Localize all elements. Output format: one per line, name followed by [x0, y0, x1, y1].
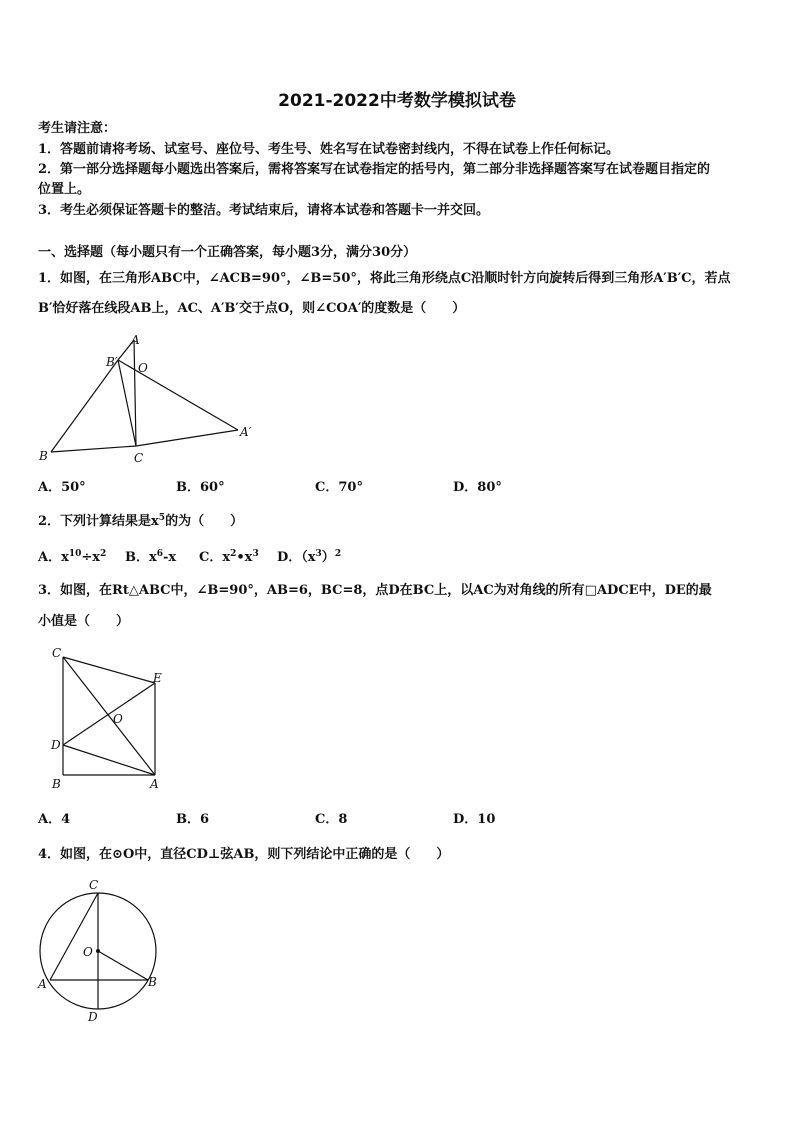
- q2-stem-text-end: 的为（ ）: [165, 514, 244, 529]
- q2-d-exp1: 3: [315, 549, 322, 559]
- q1-label-a-prime: A′: [240, 425, 252, 439]
- q2-c-exp1: 2: [230, 549, 237, 559]
- q2-d-mid: ）: [321, 550, 335, 565]
- q3-option-d[interactable]: D．10: [453, 812, 496, 827]
- q2-c-mid: •x: [236, 550, 253, 565]
- q3-stem-line2: 小值是（ ）: [38, 614, 130, 629]
- q3-option-b[interactable]: B．6: [176, 812, 210, 827]
- q1-option-a[interactable]: A．50°: [38, 480, 86, 495]
- q2-c-exp2: 3: [252, 549, 259, 559]
- q2-b-post: -x: [163, 550, 177, 565]
- q3-option-c[interactable]: C．8: [315, 812, 348, 827]
- q2-c-base: C．x: [199, 550, 231, 565]
- q1-option-d[interactable]: D．80°: [453, 480, 502, 495]
- notice-item-3: 3．考生必须保证答题卡的整洁。考试结束后，请将本试卷和答题卡一并交回。: [38, 203, 490, 218]
- q3-stem-line1: 3．如图，在Rt△ABC中，∠B=90°，AB=6，BC=8，点D在BC上，以AC为对角线的所有□ADCE中，DE的最: [38, 583, 712, 598]
- q2-b-base: B．x: [125, 550, 157, 565]
- q2-option-d[interactable]: [277, 544, 341, 568]
- q2-a-mid: ÷x: [81, 550, 101, 565]
- page-title: 2021-2022中考数学模拟试卷: [278, 91, 516, 111]
- q2-option-a[interactable]: [38, 544, 106, 568]
- notice-heading: 考生请注意：: [38, 121, 117, 136]
- q2-option-b[interactable]: [125, 544, 176, 568]
- section-heading: 一、选择题（每小题只有一个正确答案，每小题3分，满分30分）: [38, 245, 417, 260]
- q1-stem-line1: 1．如图，在三角形ABC中，∠ACB=90°，∠B=50°，将此三角形绕点C沿顺时针方向旋转后得到三角形A′B′C，若点: [38, 271, 731, 286]
- q2-b-exp: 6: [156, 549, 164, 559]
- q2-stem: [38, 508, 768, 532]
- q4-figure: [30, 875, 170, 1025]
- q1-label-a: A: [131, 333, 140, 347]
- q2-d-exp2: 2: [334, 549, 342, 559]
- q1-stem-line2: B′恰好落在线段AB上，AC、A′B′交于点O，则∠COA′的度数是（ ）: [38, 301, 466, 316]
- q1-option-c[interactable]: C．70°: [315, 480, 363, 495]
- q1-options: [38, 478, 768, 498]
- q2-a-exp2: 2: [100, 549, 107, 559]
- q3-figure: [45, 645, 175, 795]
- notice-item-2: 2．第一部分选择题每小题选出答案后，需将答案写在试卷指定的括号内，第二部分非选择题答案写在试卷题目指定的: [38, 162, 711, 177]
- q1-label-o: O: [138, 361, 148, 375]
- q2-d-base: D．（x: [277, 550, 316, 565]
- q3-label-c: C: [52, 646, 62, 660]
- q1-label-c: C: [134, 451, 144, 465]
- q1-label-b-prime: B′: [106, 355, 118, 369]
- q3-label-d: D: [51, 738, 61, 752]
- q2-a-exp1: 10: [68, 549, 82, 559]
- q2-option-c[interactable]: [199, 544, 259, 568]
- q2-stem-exponent: 5: [158, 513, 166, 523]
- q3-label-e: E: [153, 671, 162, 685]
- q3-options: [38, 810, 768, 830]
- q2-a-base: A．x: [38, 550, 69, 565]
- q3-label-o: O: [113, 712, 123, 726]
- q3-label-b: B: [52, 777, 61, 791]
- q4-stem: 4．如图，在⊙O中，直径CD⊥弦AB，则下列结论中正确的是（ ）: [38, 847, 450, 862]
- q4-label-c: C: [89, 878, 99, 892]
- q3-option-a[interactable]: A．4: [38, 812, 71, 827]
- q3-label-a: A: [150, 777, 159, 791]
- q4-label-d: D: [88, 1010, 98, 1024]
- q4-label-a: A: [38, 977, 47, 991]
- notice-item-1: 1．答题前请将考场、试室号、座位号、考生号、姓名写在试卷密封线内，不得在试卷上作任何标记。: [38, 142, 620, 157]
- q1-figure: [30, 330, 270, 470]
- q1-label-b: B: [39, 449, 48, 463]
- q1-option-b[interactable]: B．60°: [176, 480, 225, 495]
- q4-label-b: B: [148, 975, 157, 989]
- q2-stem-text: 2．下列计算结果是x: [38, 514, 159, 529]
- q2-options: [38, 544, 768, 564]
- notice-item-2-cont: 位置上。: [38, 182, 91, 197]
- q4-label-o: O: [83, 945, 93, 959]
